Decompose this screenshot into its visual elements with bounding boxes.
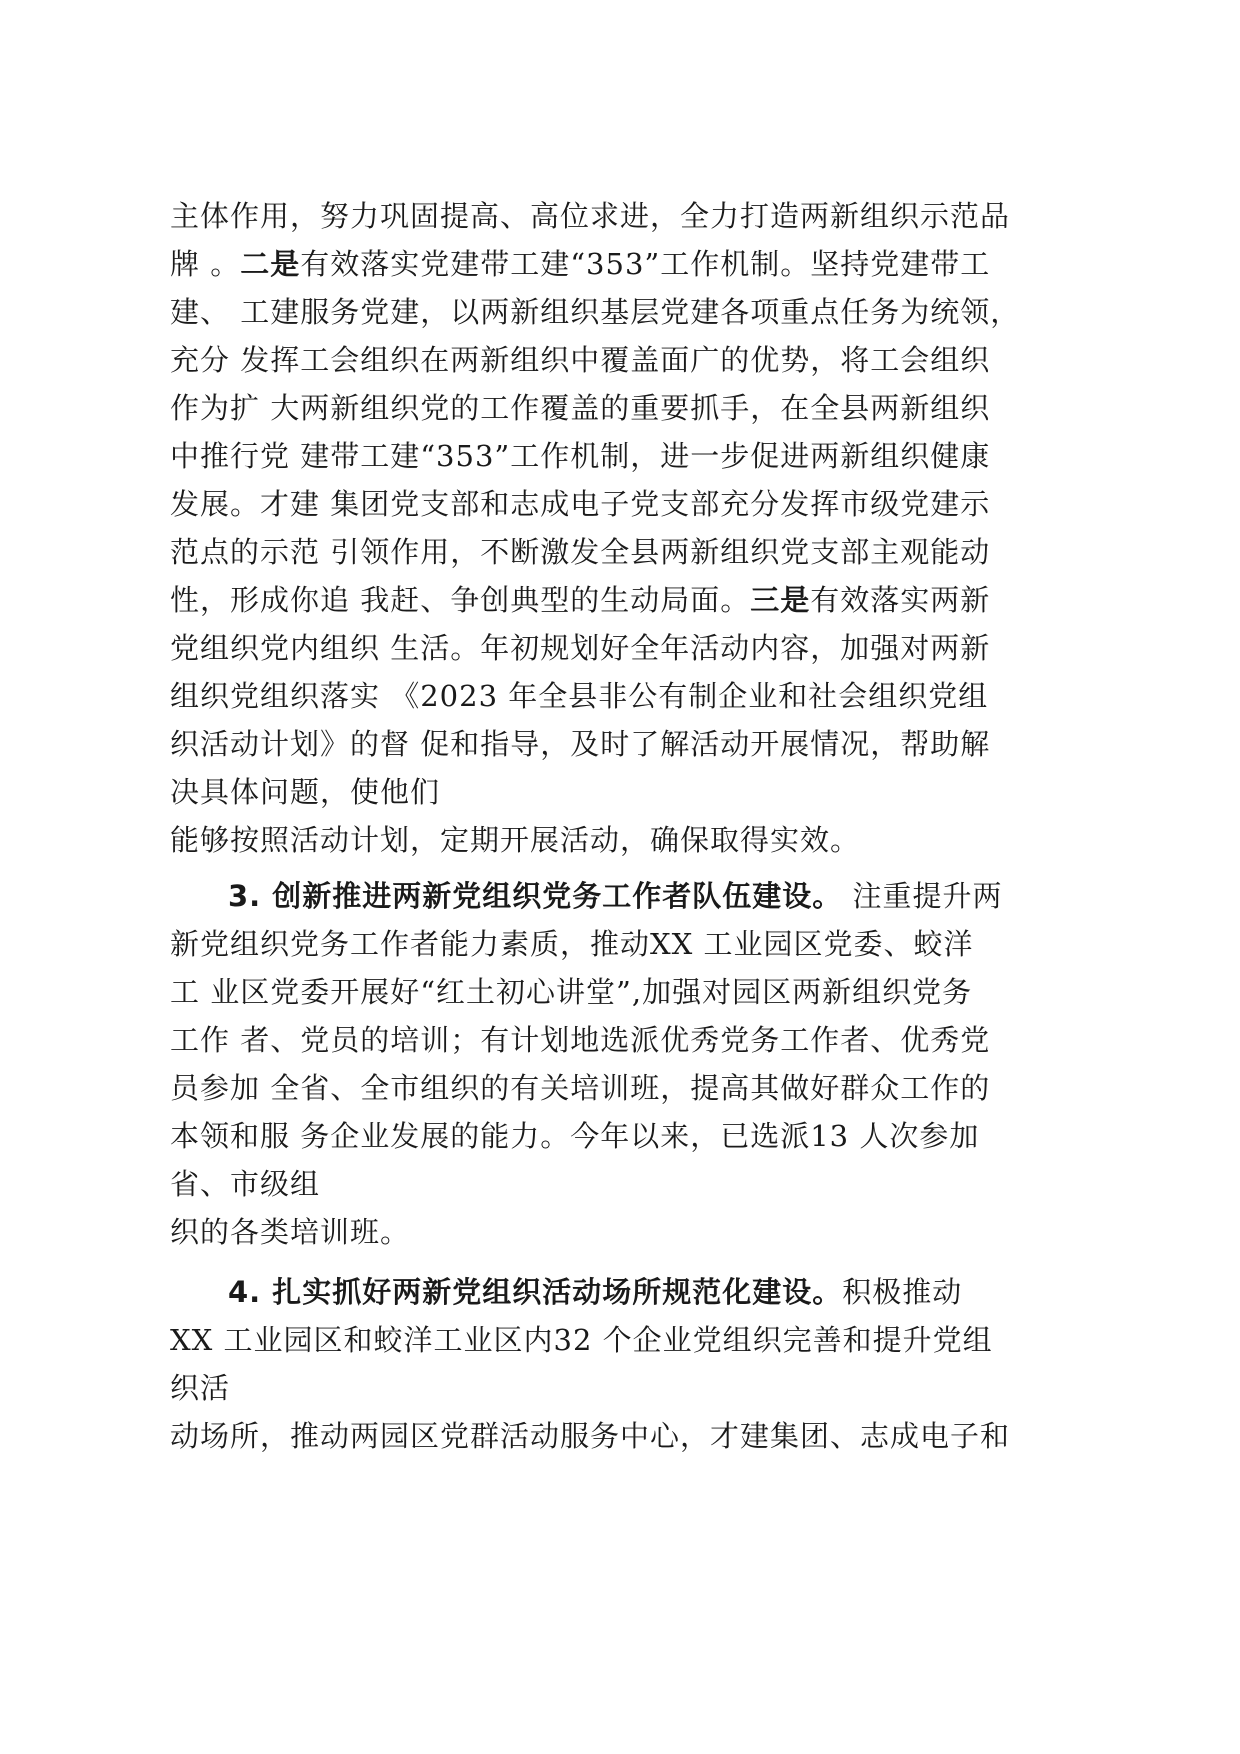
paragraph-1-line-9: 性，形成你追 我赶、争创典型的生动局面。三是有效落实两新 xyxy=(170,583,991,617)
paragraph-1-line-6: 中推行党 建带工建“353”工作机制，进一步促进两新组织健康 xyxy=(170,439,991,473)
paragraph-1-line-7: 发展。才建 集团党支部和志成电子党支部充分发挥市级党建示 xyxy=(170,487,991,521)
paragraph-1-line-12: 织活动计划》的督 促和指导，及时了解活动开展情况，帮助解 xyxy=(170,727,991,761)
emphasis-label: 二是 xyxy=(240,247,301,281)
paragraph-1-line-3: 建、 工建服务党建，以两新组织基层党建各项重点任务为统领， xyxy=(170,295,1021,329)
paragraph-1-line-1: 主体作用，努力巩固提高、高位求进，全力打造两新组织示范品 xyxy=(170,199,1011,233)
paragraph-3-line-1: 4. 扎实抓好两新党组织活动场所规范化建设。积极推动 xyxy=(228,1275,963,1309)
section-heading: 3. 创新推进两新党组织党务工作者队伍建设。 xyxy=(228,879,843,913)
paragraph-1-line-13: 决具体问题，使他们 xyxy=(170,775,441,809)
paragraph-3-line-3: 织活 xyxy=(170,1371,231,1405)
section-heading: 4. 扎实抓好两新党组织活动场所规范化建设。 xyxy=(228,1275,843,1309)
paragraph-2-line-3: 工 业区党委开展好“红土初心讲堂”,加强对园区两新组织党务 xyxy=(170,975,973,1009)
paragraph-2-line-6: 本领和服 务企业发展的能力。今年以来，已选派13 人次参加 xyxy=(170,1119,980,1153)
paragraph-1-line-8: 范点的示范 引领作用，不断激发全县两新组织党支部主观能动 xyxy=(170,535,991,569)
paragraph-3-line-2: XX 工业园区和蛟洋工业区内32 个企业党组织完善和提升党组 xyxy=(170,1323,993,1357)
paragraph-1-line-10: 党组织党内组织 生活。年初规划好全年活动内容，加强对两新 xyxy=(170,631,991,665)
paragraph-3-line-4: 动场所，推动两园区党群活动服务中心，才建集团、志成电子和 xyxy=(170,1419,1011,1453)
paragraph-2-line-4: 工作 者、党员的培训；有计划地选派优秀党务工作者、优秀党 xyxy=(170,1023,991,1057)
paragraph-1-line-14: 能够按照活动计划，定期开展活动，确保取得实效。 xyxy=(170,823,861,857)
paragraph-1-line-5: 作为扩 大两新组织党的工作覆盖的重要抓手，在全县两新组织 xyxy=(170,391,991,425)
paragraph-2-line-7: 省、市级组 xyxy=(170,1167,321,1201)
paragraph-1-line-11: 组织党组织落实 《2023 年全县非公有制企业和社会组织党组 xyxy=(170,679,989,713)
paragraph-2-line-8: 织的各类培训班。 xyxy=(170,1215,411,1249)
emphasis-label: 三是 xyxy=(750,583,811,617)
paragraph-1-line-2: 牌 。二是有效落实党建带工建“353”工作机制。坚持党建带工 xyxy=(170,247,991,281)
paragraph-2-line-1: 3. 创新推进两新党组织党务工作者队伍建设。 注重提升两 xyxy=(228,879,1003,913)
paragraph-1-line-4: 充分 发挥工会组织在两新组织中覆盖面广的优势，将工会组织 xyxy=(170,343,991,377)
paragraph-2-line-2: 新党组织党务工作者能力素质，推动XX 工业园区党委、蛟洋 xyxy=(170,927,974,961)
paragraph-2-line-5: 员参加 全省、全市组织的有关培训班，提高其做好群众工作的 xyxy=(170,1071,991,1105)
